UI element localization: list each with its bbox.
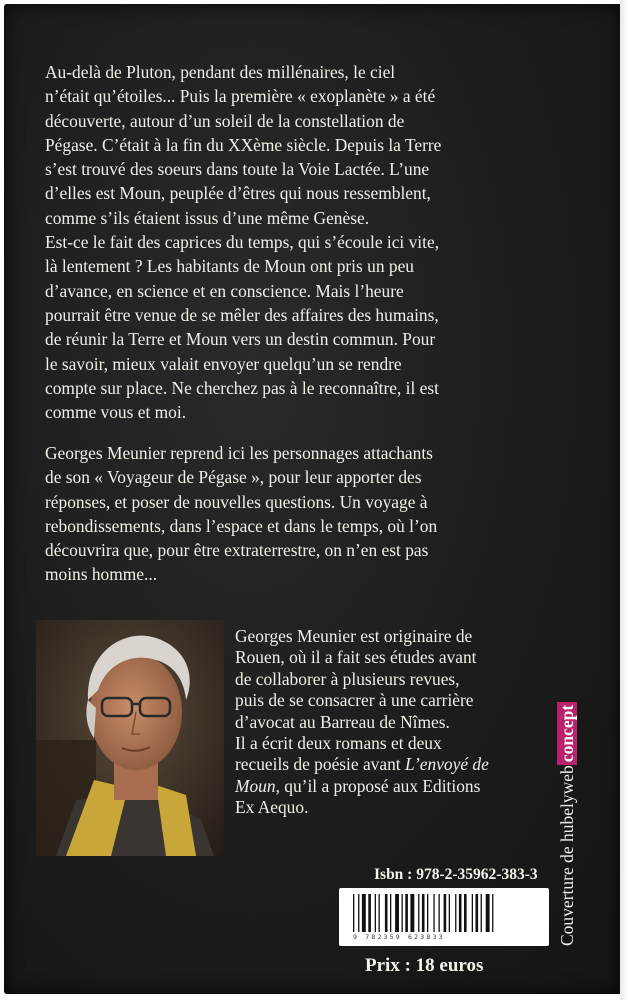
- bio-line: Georges Meunier est originaire de: [235, 626, 473, 646]
- barcode-bar: [379, 894, 380, 932]
- barcode-bar: [486, 894, 490, 932]
- barcode-bar: [464, 894, 467, 932]
- bio-line: recueils de poésie avant: [235, 754, 405, 775]
- synopsis-line: pourrait être venue de se mêler des affaires des humains,: [45, 304, 439, 325]
- synopsis-line: le savoir, mieux valait envoyer quelqu’un se rendre: [45, 353, 402, 374]
- barcode-bars: [349, 894, 539, 932]
- barcode-bar: [395, 894, 399, 932]
- barcode-bar: [402, 894, 403, 932]
- bio-line: Ex Aequo.: [235, 797, 309, 818]
- page-edge: [620, 0, 628, 1000]
- barcode-bar: [375, 894, 376, 932]
- synopsis-line: Est-ce le fait des caprices du temps, qui s’écoule ici vite,: [45, 232, 440, 253]
- barcode-bar: [481, 894, 482, 932]
- barcode-bar: [385, 894, 388, 932]
- bio-line: puis de se consacrer à une carrière: [235, 690, 474, 711]
- barcode-bar: [492, 894, 493, 932]
- barcode-bar: [418, 894, 419, 932]
- synopsis-line: moins homme...: [45, 564, 158, 585]
- synopsis-line: rebondissements, dans l’espace et dans le temps, où l’on: [45, 515, 438, 536]
- bio-line: de collaborer à plusieurs revues,: [235, 668, 460, 689]
- book-back-cover: [4, 4, 622, 994]
- cover-credit: [557, 702, 578, 946]
- barcode-bar: [358, 894, 359, 932]
- synopsis-line: Georges Meunier reprend ici les personnages attachants: [45, 443, 433, 463]
- barcode-bar: [472, 894, 473, 932]
- synopsis-line: comme s’ils étaient issus d’une même Genèse.: [45, 207, 370, 228]
- synopsis-line: d’elles est Moun, peuplée d’êtres qui nous ressemblent,: [45, 183, 431, 204]
- barcode-bar: [368, 894, 371, 932]
- barcode-digits: 9 782359 623833: [353, 933, 445, 941]
- synopsis-line: Pégase. C’était à la fin du XXème siècle. Depuis la Terre: [45, 134, 442, 155]
- bio-line: Rouen, où il a fait ses études avant: [235, 647, 477, 668]
- barcode-bar: [422, 894, 425, 932]
- credit-brand-b: concept: [557, 702, 577, 765]
- barcode-bar: [449, 894, 450, 932]
- bio-line: Il a écrit deux romans et deux: [235, 733, 442, 754]
- synopsis-line: là lentement ? Les habitants de Moun ont pris un peu: [45, 256, 414, 277]
- barcode-bar: [439, 894, 440, 932]
- price-label: Prix : 18 euros: [365, 955, 484, 976]
- barcode-bar: [476, 894, 479, 932]
- book-title-part: Moun: [235, 775, 276, 796]
- barcode: [339, 888, 549, 946]
- barcode-bar: [410, 894, 414, 932]
- barcode-bar: [353, 894, 354, 932]
- author-photo: [36, 620, 224, 856]
- barcode-bar: [362, 894, 366, 932]
- synopsis-line: n’était qu’étoiles... Puis la première « exoplanète » a été: [45, 86, 436, 107]
- synopsis-line: s’est trouvé des soeurs dans toute la Voie Lactée. L’une: [45, 159, 430, 180]
- book-title-part: L’envoyé de: [404, 754, 489, 775]
- barcode-bar: [427, 894, 428, 932]
- synopsis-line: découvrira que, pour être extraterrestre, on n’en est pas: [45, 540, 429, 561]
- barcode-bar: [405, 894, 408, 932]
- author-bio: [235, 626, 533, 819]
- barcode-bar: [455, 894, 456, 932]
- synopsis-line: réponses, et poser de nouvelles questions. Un voyage à: [45, 491, 428, 512]
- synopsis-line: de réunir la Terre et Moun vers un destin commun. Pour: [45, 329, 436, 350]
- bio-line: d’avocat au Barreau de Nîmes.: [235, 711, 450, 732]
- synopsis-line: d’avance, en science et en conscience. Mais l’heure: [45, 280, 404, 301]
- barcode-bar: [390, 894, 391, 932]
- synopsis-line: découverte, autour d’un soleil de la constellation de: [45, 110, 405, 131]
- synopsis-paragraph-2: [45, 441, 541, 587]
- bio-line: , qu’il a proposé aux Editions: [275, 775, 481, 796]
- synopsis-line: Au-delà de Pluton, pendant des millénaires, le ciel: [45, 62, 396, 82]
- isbn-label: Isbn : 978-2-35962-383-3: [374, 866, 538, 883]
- barcode-bar: [444, 894, 447, 932]
- synopsis-line: compte sur place. Ne cherchez pas à le reconnaître, il est: [45, 377, 439, 398]
- synopsis-paragraph-1: [45, 60, 541, 424]
- synopsis-line: de son « Voyageur de Pégase », pour leur apporter des: [45, 467, 422, 488]
- credit-prefix: Couverture de: [557, 842, 577, 946]
- synopsis-line: comme vous et moi.: [45, 402, 187, 423]
- barcode-bar: [433, 894, 434, 932]
- barcode-bar: [459, 894, 462, 932]
- credit-brand-a: hubelyweb: [557, 765, 577, 842]
